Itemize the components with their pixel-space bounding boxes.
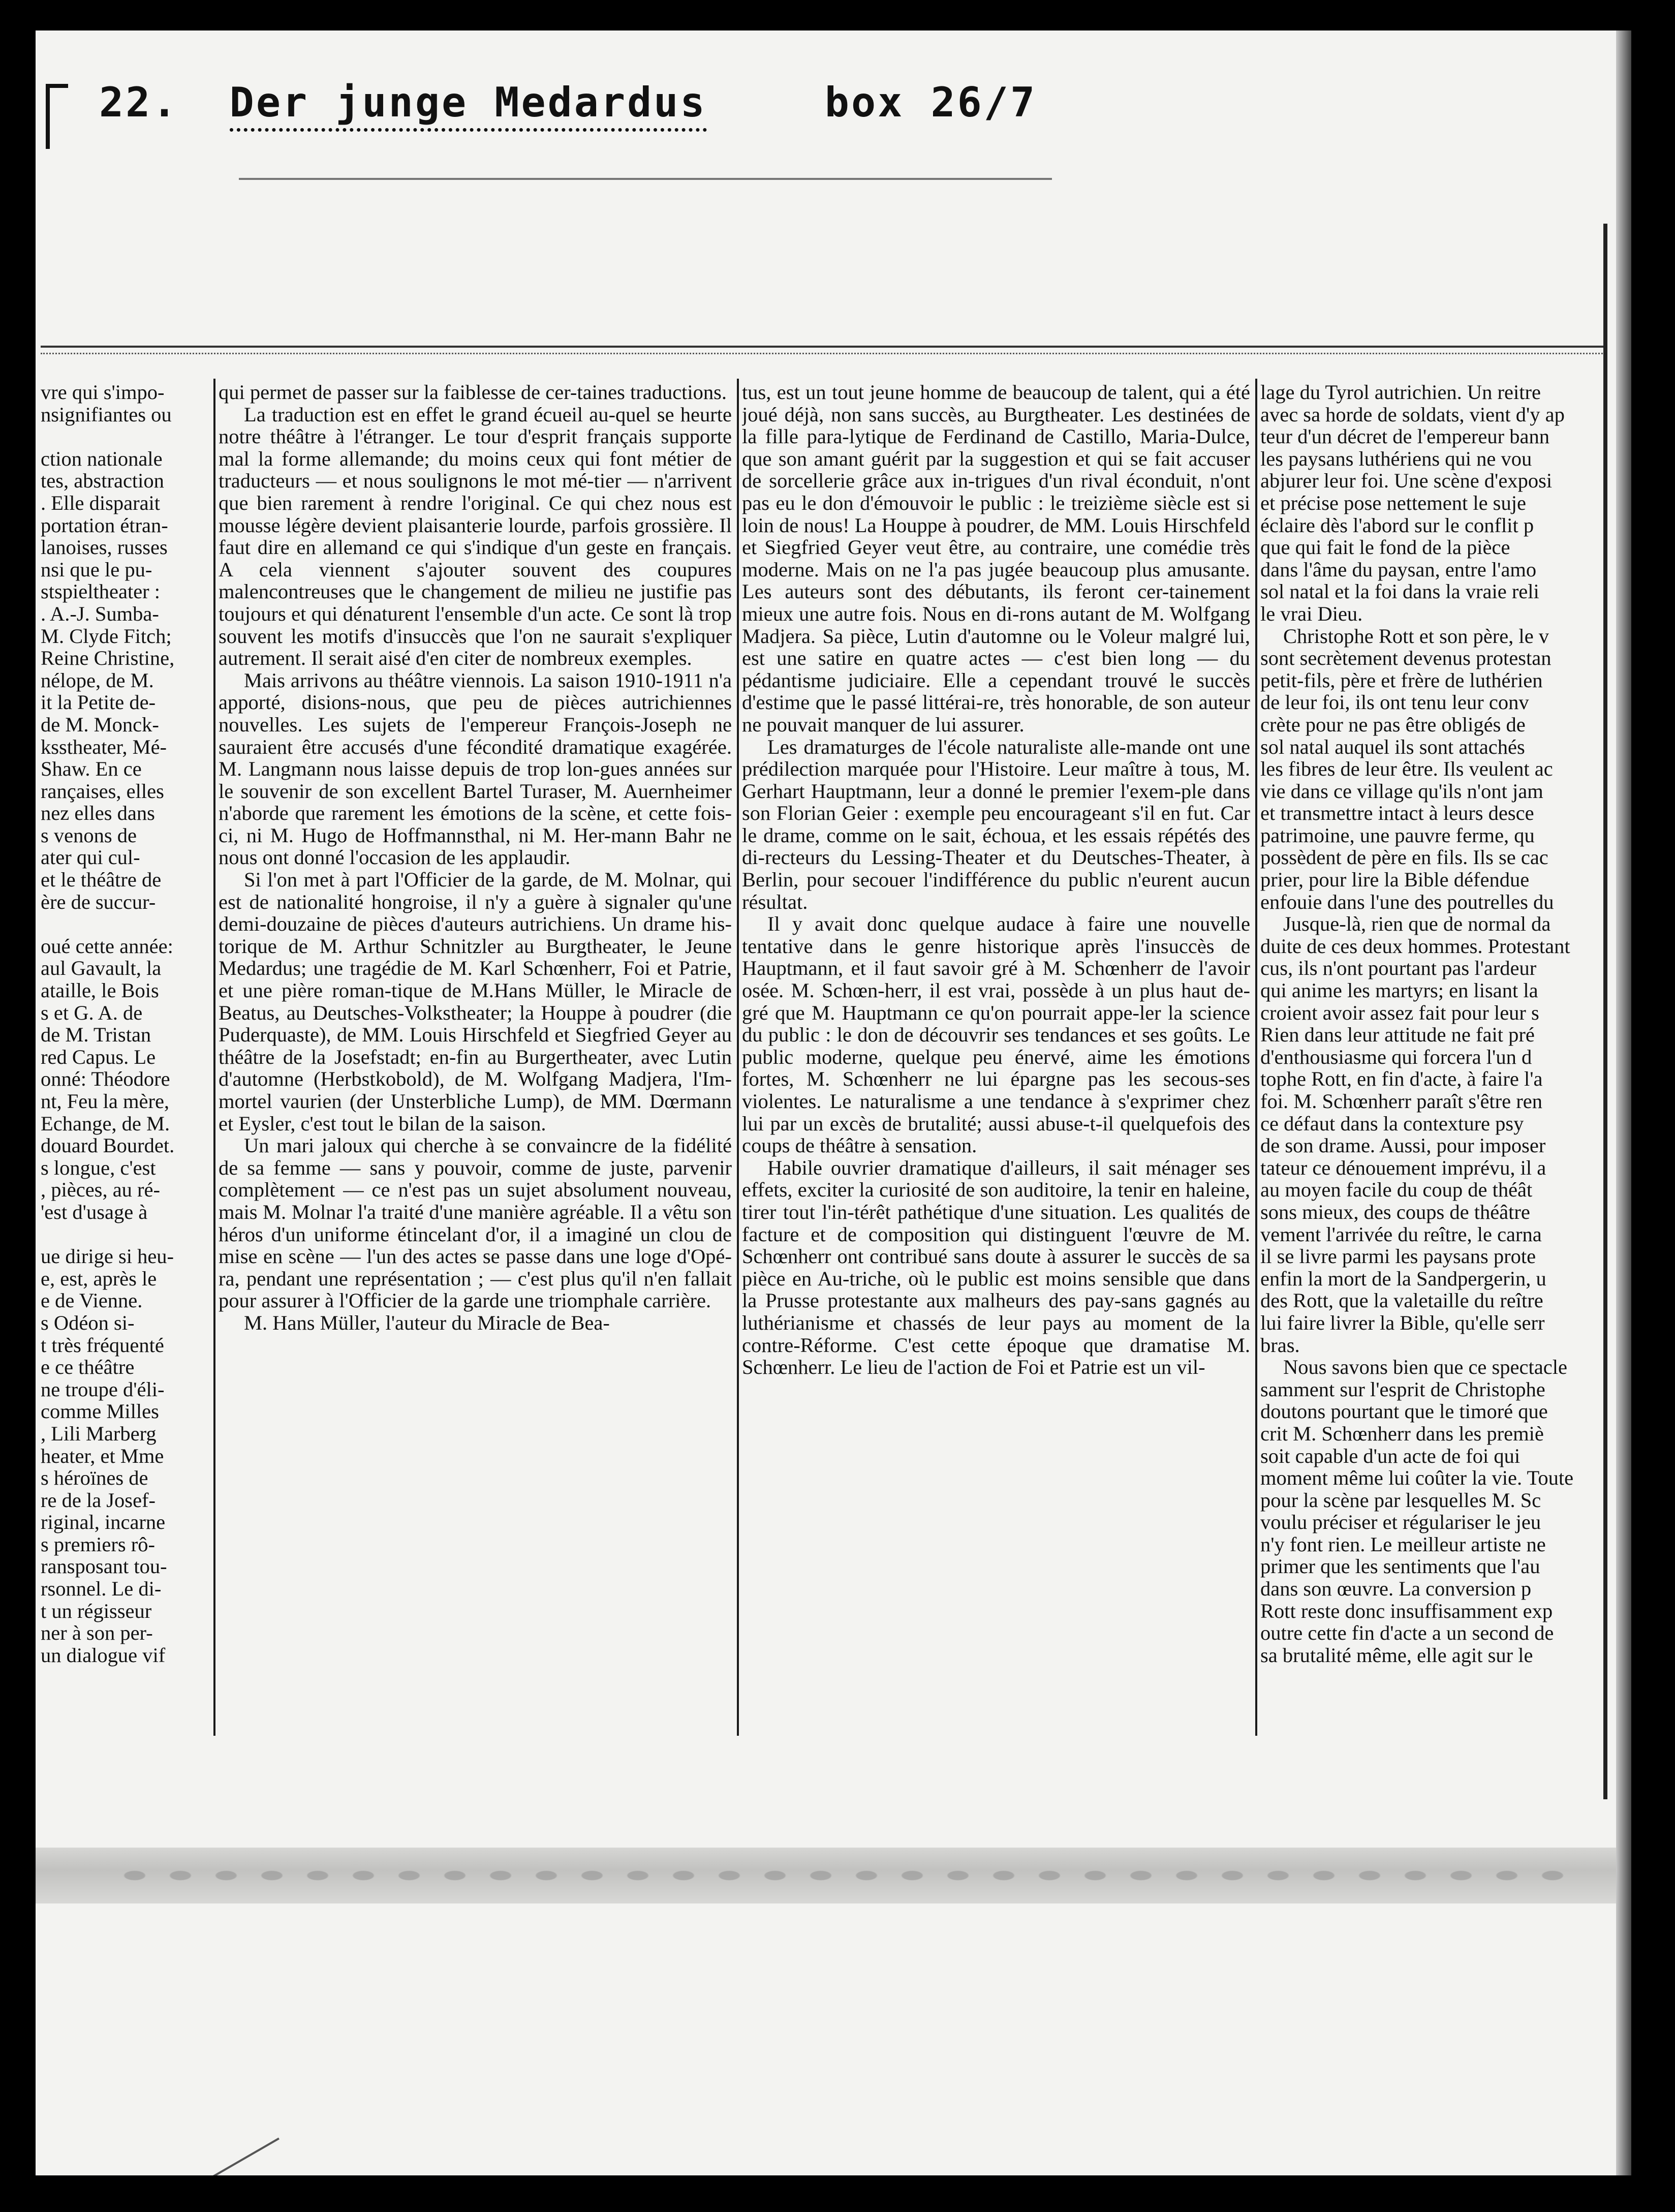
paragraph: Les dramaturges de l'école naturaliste alle-mande ont une prédilection marquée pour l'Histoire. Leur maître à tous, M. Gerhart Hauptmann, leur a donné le premier l'exem-ple dans son Florian Geier : exemple peu encourageant s'il en fut. Car le drame, comme on le sait, échoua, et les essais répétés des di-recteurs du Lessing-Theater et du Deutsches-Theater, à Berlin, pour secouer l'indifférence du public n'eurent aucun résultat. [742, 735, 1250, 913]
text-line: s venons de [41, 823, 137, 847]
text-line: s et G. A. de [41, 1001, 143, 1024]
text-line: oué cette année: [41, 934, 173, 958]
text-line: ksstheater, Mé- [41, 735, 167, 758]
text-line: Rott reste donc insuffisamment exp [1260, 1599, 1553, 1622]
text-line: ransposant tou- [41, 1555, 167, 1578]
column-divider [1255, 379, 1257, 1736]
text-line: lui faire livrer la Bible, qu'elle serr [1260, 1311, 1545, 1334]
text-line [41, 425, 208, 448]
text-line: petit-fils, père et frère de luthérien [1260, 668, 1543, 692]
text-line: un dialogue vif [41, 1643, 166, 1667]
text-line: au moyen facile du coup de théât [1260, 1178, 1533, 1202]
text-line: voulu préciser et régulariser le jeu [1260, 1511, 1541, 1534]
clipping-top-rule [41, 346, 1606, 354]
text-line: e de Vienne. [41, 1289, 143, 1312]
text-line: s longue, c'est [41, 1156, 156, 1179]
text-line: et le théâtre de [41, 868, 162, 892]
text-line: de son drame. Aussi, pour imposer [1260, 1134, 1546, 1157]
text-line: primer que les sentiments que l'au [1260, 1555, 1540, 1578]
text-line: et transmettre intact à leurs desce [1260, 802, 1534, 825]
text-line: tophe Rott, en fin d'acte, à faire l'a [1260, 1067, 1543, 1091]
text-line: nez elles dans [41, 802, 155, 825]
text-line: heater, et Mme [41, 1444, 164, 1467]
text-line: ner à son per- [41, 1621, 153, 1645]
paragraph: M. Hans Müller, l'auteur du Miracle de Bea- [244, 1311, 610, 1334]
text-line: vie dans ce village qu'ils n'ont jam [1260, 779, 1543, 803]
text-line: le vrai Dieu. [1260, 602, 1363, 625]
text-line: soit capable d'un acte de foi qui [1260, 1444, 1521, 1467]
text-line: teur d'un décret de l'empereur bann [1260, 425, 1549, 448]
text-line: Rien dans leur attitude ne fait pré [1260, 1023, 1535, 1047]
text-line: les paysans luthériens qui ne vou [1260, 447, 1532, 470]
text-line: que qui fait le fond de la pièce [1260, 536, 1510, 559]
text-line: ce défaut dans la contexture psy [1260, 1112, 1524, 1135]
text-line: les fibres de leur être. Ils veulent ac [1260, 757, 1553, 781]
text-line: t un régisseur [41, 1599, 152, 1622]
column-divider [213, 379, 215, 1736]
text-line: Shaw. En ce [41, 757, 142, 781]
text-line: des Rott, que la valetaille du reître [1260, 1289, 1543, 1312]
text-line: dans l'âme du paysan, entre l'amo [1260, 558, 1537, 581]
box-reference: box 26/7 [824, 79, 1037, 126]
text-line: s premiers rô- [41, 1532, 155, 1556]
text-line: abjurer leur foi. Une scène d'exposi [1260, 469, 1553, 493]
text-line: aul Gavault, la [41, 957, 162, 980]
text-line: s héroïnes de [41, 1466, 148, 1490]
text-line: sons mieux, des coups de théâtre [1260, 1200, 1530, 1223]
text-line: nsi que le pu- [41, 558, 152, 581]
text-line: Echange, de M. [41, 1112, 170, 1135]
text-line: . Elle disparait [41, 491, 161, 514]
header-underline [239, 178, 1052, 180]
text-line: ataille, le Bois [41, 979, 159, 1002]
column-divider [737, 379, 739, 1736]
paragraph: Si l'on met à part l'Officier de la garde, de M. Molnar, qui est de nationalité hongroise, il n'y a guère à signaler qu'une demi-douzaine de pièces d'auteurs autrichiens. Un drame his-torique de M. Arthur Schnitzler au Burgtheater, le Jeune Medardus; une tragédie de M. Karl Schœnherr, Foi et Patrie, et une pière roman-tique de M.Hans Müller, le Miracle de Beatus, au Deutsches-Volkstheater; la Houppe à poudrer (die Puderquaste), de MM. Louis Hirschfeld et Siegfried Geyer au théâtre de la Josefstadt; en-fin au Burgertheater, avec Lutin d'automne (Herbstkobold), de M. Wolfgang Madjera, l'Im-mortel vaurien (der Unsterbliche Lump), de MM. Dœrmann et Eysler, c'est tout le bilan de la saison. [219, 868, 732, 1135]
text-line: nt, Feu la mère, [41, 1090, 170, 1113]
paragraph: qui permet de passer sur la faiblesse de cer-taines traductions. [219, 381, 727, 404]
text-line: rançaises, elles [41, 779, 164, 803]
text-line: nsignifiantes ou [41, 403, 172, 426]
text-line: . A.-J. Sumba- [41, 602, 159, 625]
text-line: ère de succur- [41, 890, 156, 913]
text-line: sol natal et la foi dans la vraie reli [1260, 580, 1539, 603]
item-number: 22. [99, 79, 179, 126]
corner-bracket [46, 84, 68, 149]
paper-crease [1603, 224, 1607, 1799]
text-line: tateur ce dénouement imprévu, il a [1260, 1156, 1546, 1179]
clipping-page [36, 30, 1631, 2175]
text-line: doutons pourtant que le timoré que [1260, 1400, 1548, 1423]
text-line: s Odéon si- [41, 1311, 135, 1334]
text-line: samment sur l'esprit de Christophe [1260, 1377, 1545, 1401]
text-line: Reine Christine, [41, 647, 175, 670]
text-line: re de la Josef- [41, 1488, 156, 1512]
text-line: vre qui s'impo- [41, 381, 165, 404]
text-line: nélope, de M. [41, 668, 154, 692]
text-line: t très fréquenté [41, 1333, 164, 1357]
text-line: , pièces, au ré- [41, 1178, 160, 1202]
text-line: ater qui cul- [41, 846, 140, 869]
text-line: e, est, après le [41, 1267, 157, 1290]
text-line: lage du Tyrol autrichien. Un reitre [1260, 381, 1541, 404]
text-line: red Capus. Le [41, 1045, 156, 1068]
paper-texture [112, 1865, 1586, 1886]
text-line: bras. [1260, 1333, 1300, 1357]
text-line: possèdent de père en fils. Ils se cac [1260, 846, 1548, 869]
text-line: croient avoir assez fait pour leur s [1260, 1001, 1539, 1024]
column-3 [742, 381, 1250, 1733]
text-line: portation étran- [41, 513, 168, 537]
text-line: Christophe Rott et son père, le v [1283, 624, 1549, 648]
text-line: qui anime les martyrs; en lisant la [1260, 979, 1538, 1002]
text-line: il se livre parmi les paysans prote [1260, 1245, 1536, 1268]
text-line: Jusque-là, rien que de normal da [1283, 912, 1551, 936]
text-line: patrimoine, une pauvre ferme, qu [1260, 823, 1535, 847]
text-line: douard Bourdet. [41, 1134, 175, 1157]
text-line: Nous savons bien que ce spectacle [1283, 1356, 1567, 1379]
text-line: et précise pose nettement le suje [1260, 491, 1526, 514]
text-line: de M. Monck- [41, 713, 159, 736]
text-line: M. Clyde Fitch; [41, 624, 172, 648]
text-line: tes, abstraction [41, 469, 164, 493]
column-4 [1260, 381, 1606, 1733]
text-line: prier, pour lire la Bible défendue [1260, 868, 1530, 892]
text-line: dans son œuvre. La conversion p [1260, 1577, 1532, 1601]
paragraph: Un mari jaloux qui cherche à se convaincre de la fidélité de sa femme — sans y pouvoir, comme de juste, parvenir complètement — ce n'est pas un sujet absolument nouveau, mais M. Molnar l'a traité d'une manière agréable. Il a vêtu son héros d'un uniforme étincelant d'or, il a imaginé un clou de mise en scène — l'un des actes se passe dans une loge d'Opé-ra, pendant une représentation ; — c'est plus qu'il n'en fallait pour assurer à l'Officier de la garde une triomphale carrière. [219, 1134, 732, 1312]
text-line: comme Milles [41, 1400, 159, 1423]
text-line: ction nationale [41, 447, 163, 470]
text-line: sol natal auquel ils sont attachés [1260, 735, 1525, 758]
work-title: Der junge Medardus [230, 79, 707, 132]
text-line: rsonnel. Le di- [41, 1577, 162, 1601]
text-line: enfin la mort de la Sandpergerin, u [1260, 1267, 1546, 1290]
text-line: e ce théâtre [41, 1356, 135, 1379]
text-line: cus, ils n'ont pourtant pas l'ardeur [1260, 957, 1537, 980]
text-line: n'y font rien. Le meilleur artiste ne [1260, 1532, 1546, 1556]
text-line: vement l'arrivée du reître, le carna [1260, 1222, 1542, 1246]
text-line: avec sa horde de soldats, vient d'y ap [1260, 403, 1565, 426]
text-line: sont secrètement devenus protestan [1260, 647, 1552, 670]
text-line: onné: Théodore [41, 1067, 170, 1091]
text-line: stspieltheater : [41, 580, 161, 603]
text-line: crète pour ne pas être obligés de [1260, 713, 1526, 736]
text-line: pour la scène par lesquelles M. Sc [1260, 1488, 1541, 1512]
paragraph: Il y avait donc quelque audace à faire une nouvelle tentative dans le genre historique après l'insuccès de Hauptmann, et il faut savoir gré à M. Schœnherr de l'avoir osée. M. Schœn-herr, il est vrai, possède à un plus haut de-gré que M. Hauptmann ce qu'on pourrait appe-ler la science du public : le don de découvrir ses tendances et ses goûts. Le public moderne, quelque peu énervé, aime les émotions fortes, M. Schœnherr ne lui épargne pas les secous-ses violentes. Le naturalisme a une tendance à s'exprimer chez lui par un excès de brutalité; aussi abuse-t-il quelquefois des coups de théâtre à sensation. [742, 912, 1250, 1157]
text-line [41, 1223, 208, 1246]
column-1 [41, 381, 208, 1733]
text-line: 'est d'usage à [41, 1200, 148, 1223]
paragraph: Habile ouvrier dramatique d'ailleurs, il sait ménager ses effets, exciter la curiosité de son auditoire, la tenir en haleine, tirer tout l'in-térêt pathétique d'une situation. Les qualités de facture et de composition qui distinguent l'œuvre de M. Schœnherr ont contribué sans doute à assurer le succès de sa pièce en Au-triche, où le public est moins sensible que dans la Prusse protestante aux malheurs des pay-sans gagnés au luthérianisme et chassés de leur pays au moment de la contre-Réforme. C'est cette époque que dramatise M. Schœnherr. Le lieu de l'action de Foi et Patrie est un vil- [742, 1156, 1250, 1379]
text-line: de M. Tristan [41, 1023, 151, 1047]
text-line: duite de ces deux hommes. Protestant [1260, 934, 1570, 958]
text-line: de leur foi, ils ont tenu leur conv [1260, 691, 1529, 714]
text-line: moment même lui coûter la vie. Toute [1260, 1466, 1574, 1490]
text-line: d'enthousiasme qui forcera l'un d [1260, 1045, 1532, 1068]
text-line: éclaire dès l'abord sur le conflit p [1260, 513, 1534, 537]
page-edge-shadow [1616, 30, 1631, 2175]
paragraph: tus, est un tout jeune homme de beaucoup de talent, qui a été joué déjà, non sans succès, au Burgtheater. Les destinées de la fille para-lytique de Ferdinand de Castillo, Maria-Dulce, que son amant guérit par la suggestion et qui se fait accuser de sorcellerie grâce aux in-trigues d'un rival éconduit, n'ont pas eu le don d'émouvoir le public : le treizième siècle est si loin de nous! La Houppe à poudrer, de MM. Louis Hirschfeld et Siegfried Geyer veut être, au contraire, une comédie très moderne. Mais on ne l'a pas jugée beaucoup plus amusante. Les auteurs sont des débutants, ils feront cer-tainement mieux une autre fois. Nous en di-rons autant de M. Wolfgang Madjera. Sa pièce, Lutin d'automne ou le Voleur malgré lui, est une satire en quatre actes — c'est bien long — du pédantisme judiciaire. Elle a cependant trouvé le succès d'estime que le passé littérai-re, très honorable, de son auteur ne pouvait manquer de lui assurer. [742, 381, 1250, 736]
text-line: riginal, incarne [41, 1511, 166, 1534]
text-line: ue dirige si heu- [41, 1245, 174, 1268]
text-line: it la Petite de- [41, 691, 156, 714]
pencil-mark [200, 2115, 280, 2175]
paragraph: La traduction est en effet le grand écueil au-quel se heurte notre théâtre à l'étranger. Le tour d'esprit français supporte mal la forme allemande; du moins ceux qui font métier de traducteurs — et nous soulignons le mot mé-tier — n'arrivent que bien rarement à rendre l'original. Ce qui chez nous est mousse légère devient plaisanterie lourde, parfois grossière. Il faut dire en allemand ce qui s'indique d'un geste en français. A cela viennent s'ajouter souvent des coupures malencontreuses que le changement de milieu ne justifie pas toujours et qui dénaturent l'ensemble d'un acte. Ce sont là trop souvent les motifs d'insuccès que l'on ne saurait s'expliquer autrement. Il serait aisé d'en citer de nombreux exemples. [219, 403, 732, 670]
column-2 [219, 381, 732, 1733]
archive-header [99, 79, 1037, 126]
text-line: foi. M. Schœnherr paraît s'être ren [1260, 1090, 1542, 1113]
text-line: outre cette fin d'acte a un second de [1260, 1621, 1554, 1645]
text-line: , Lili Marberg [41, 1422, 157, 1445]
text-line: lanoises, russes [41, 536, 168, 559]
text-line: sa brutalité même, elle agit sur le [1260, 1643, 1533, 1667]
text-line: enfouie dans l'une des poutrelles du [1260, 890, 1554, 913]
paragraph: Mais arrivons au théâtre viennois. La saison 1910-1911 n'a apporté, disions-nous, que peu de pièces autrichiennes nouvelles. Les sujets de l'empereur François-Joseph ne sauraient être accusés d'une fécondité dramatique exagérée. M. Langmann nous laisse depuis de trop lon-gues années sur le souvenir de son excellent Bartel Turaser, M. Auernheimer n'aborde que rarement les émotions de la scène, et cette fois-ci, ni M. Hugo de Hoffmannsthal, ni M. Her-mann Bahr ne nous ont donné l'occasion de les applaudir. [219, 668, 732, 869]
text-line [41, 913, 208, 935]
text-line: crit M. Schœnherr dans les premiè [1260, 1422, 1544, 1445]
text-line: ne troupe d'éli- [41, 1377, 165, 1401]
